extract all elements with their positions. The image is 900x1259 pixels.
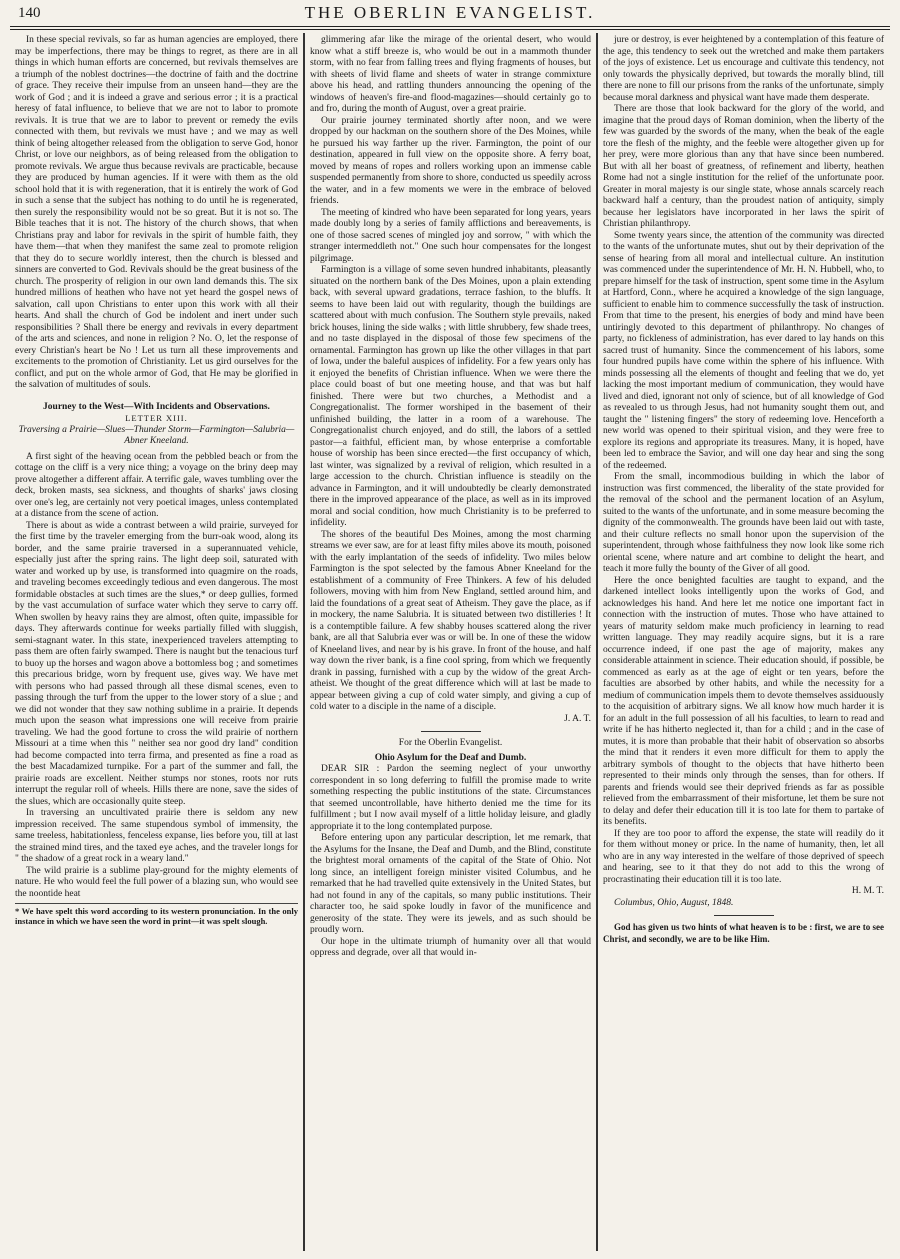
article-heading: Ohio Asylum for the Deaf and Dumb. bbox=[374, 752, 527, 763]
columns bbox=[10, 33, 890, 1251]
paragraph: Our hope in the ultimate triumph of humanity over all that would oppress and degrade, over all that would in- bbox=[310, 936, 591, 958]
article-heading: Journey to the West—With Incidents and Observations. bbox=[43, 401, 270, 412]
footnote: * We have spelt this word according to its western pronunciation. In the only instance in which we have seen the word in print—it was spelt slough. bbox=[15, 903, 298, 926]
header-rule bbox=[10, 29, 890, 30]
separator-rule bbox=[714, 915, 774, 916]
signature: J. A. T. bbox=[564, 713, 591, 724]
paragraph: Our prairie journey terminated shortly after noon, and we were dropped by our hackman on the southern shore of the Des Moines, while he pursued his way farther up the river. Farmington, the point of our destination, appeared in full view on the opposite shore. A ferry boat, moved by means of ropes and rollers working upon an immense cable suspended permanently from shore to shore, conducted us speedily across the water, and in a few moments we were in the embrace of beloved friends. bbox=[310, 115, 591, 206]
for-line: For the Oberlin Evangelist. bbox=[398, 738, 503, 748]
column-3 bbox=[596, 33, 889, 1251]
paragraph: The meeting of kindred who have been separated for long years, years made doubly long by a series of family afflictions and bereavements, is one of those sacred scenes of mingled joy and sorrow, " with which the stranger intermeddleth not." One such hour compensates for the longest pilgrimage. bbox=[310, 207, 591, 264]
paragraph: Some twenty years since, the attention of the community was directed to the wants of the unfortunate mutes, shut out by their deprivation of the sense of hearing from all moral and intellectual culture. An institution was commenced under the superintendence of Mr. H. N. Hubbell, who, to prepare himself for the task of instruction, spent some time in the Asylum at Hartford, Conn., where he acquired a knowledge of the sign language, sufficient to enable him to commence successfully the task of instruction. From that time to the present, his energies of body and mind have been untiringly devoted to this department of philanthropy. No changes of party, no fickleness of administration, has ever dared to lay hands on this sacred trust of humanity. Since the commencement of his labors, some four hundred pupils have come within the sphere of his influence. With minds possessing all the elements of thought and feeling that we do, yet lacking the most important medium of communication, they would have lived and died, ignorant not only of science, but of all knowledge of God as revealed to us through Jesus, had not humanity sought them out, and taught the " listening fingers" the story of redeeming love. Henceforth a new world was opened to their spiritual vision, and they were free to explore its regions and appropriate its treasures. Many, it is hoped, have been led to embrace the Savior, and will one day hear and sing the song of the redeemed. bbox=[603, 230, 884, 471]
paragraph: jure or destroy, is ever heightened by a contemplation of this feature of the age, this tendency to seek out the wretched and make them partakers of the joys of existence. Let us encourage and cultivate this tendency, not only towards the physically deprived, but towards the morally blind, till there are none to fill our prisons from the ranks of the unfortunate, simply because moral darkness and physical want have made them desperate. bbox=[603, 35, 884, 103]
paragraph: A first sight of the heaving ocean from the pebbled beach or from the cottage on the cliff is a very nice thing; a voyage on the briny deep may prove altogether a different affair. A terrific gale, waves tumbling over the deck, broken masts, sea sickness, and thoughts of sharks' jaws closing over one's leg, are certainly not very poetical images, unless contemplated at a distance from the scene of action. bbox=[15, 451, 298, 519]
paragraph: glimmering afar like the mirage of the oriental desert, who would know what a stiff breeze is, who would be out in a mammoth thunder storm, with no fear from falling trees and flying fragments of houses, but with sheets of livid flame and sheets of water in strange commixture above his head, and rattling thunders announcing the opening of the windows of heaven's fire-and flood-magazines—should certainly go to and fro, during the month of August, over a great prairie. bbox=[310, 35, 591, 114]
separator-rule bbox=[421, 731, 481, 732]
paragraph: Farmington is a village of some seven hundred inhabitants, pleasantly situated on the northern bank of the Des Moines, upon a plain extending back, with several upward gradations, terrace fashion, to the bluffs. It seems to have been laid out with regularity, though the buildings are scattered about with much confusion. The Southern style prevails, naked brick houses, lining the side walks ; with little shrubbery, few shade trees, and no taste displayed in the disposal of those few specimens of the ornamental. Farmington has grown up like the other villages in that part of Iowa, under the baleful auspices of infidelity. For a few years only has it enjoyed the benefits of Christian influence. When we were there the place could boast of but one meeting house, and that was but half finished. There were but two churches, a Methodist and a Congregationalist. The former worshiped in the basement of their unfinished building, the latter in a room of a warehouse. The Congregationalist church enjoyed, and do still, the labors of a settled pastor—a faithful, efficient man, by whose enterprise a comfortable house of worship has been since erected—the first occupancy of which, last winter, was signalized by a revival of religion, which resulted in a large accession to the church. Christian influence is steadily on the advance in Farmington, and it will undoubtedly be clearly demonstrated there in the improved appearance of the place, as well as in its improved moral and social condition, how much Christianity is to be preferred to infidelity. bbox=[310, 265, 591, 528]
masthead-title: THE OBERLIN EVANGELIST. bbox=[304, 3, 596, 22]
dateline: Columbus, Ohio, August, 1848. bbox=[614, 897, 734, 908]
paragraph: In these special revivals, so far as human agencies are employed, there may be imperfections, there may be things to regret, as there are in all things in which human efforts are concerned, but revivals themselves are a triumph of the noblest doctrines—the doctrine of faith and the doctrine of grace. They receive their impulse from an unseen hand—they are the work of God ; and it is indeed a grave and serious error ; it is a practical heresy of fatal influence, to believe that we are not to labor to promote revivals. It is true that we are to labor to prevent or remedy the evils connected with them, but revivals we must have ; and we may as well think of being altogether released from the obligation to serve God, honor Christ, or love our neighbors, as of being released from the obligation to promote revivals. We argue thus because revivals are practicable, because they are produced by human agencies. If it were with them as the old school hold that it is with regeneration, that it is entirely the work of God in such a sense that the subject has nothing to do until he is regenerated, then surely the responsibility would not be so great. But it is not so. The Bible teaches that it is not. The history of the church shows, that when Christians pray and labor for revivals in the spirit of humble faith, they have them—that when they manifest the same zeal to promote religion that they do to secure worldly interest, then the church is blessed and sinners are converted to God. Revivals should be the great business of the church. The prosperity of religion in our own land demands this. The six hundred millions of heathen who have not yet heard the gospel news of salvation, call upon Christians to enter upon this work with all their hearts. And shall the church of God be indolent and inert under such responsibilities ? Shall there be energy and revivals in every department of the arts and sciences, and none in religion ? No. O, let the response of every Christian's heart be No ! Let us turn all these improvements and excitements to the promotion of Christianity. Let us gird ourselves for the conflict, and put on the whole armor of God, that He may be glorified in the salvation of multitudes of souls. bbox=[15, 35, 298, 390]
paragraph: Before entering upon any particular description, let me remark, that the Asylums for the Insane, the Deaf and Dumb, and the Blind, constitute the brightest moral ornaments of the capital of the State of Ohio. Not long since, an intelligent foreign minister visited Columbus, and he remarked that he had travelled quite extensively in the United States, but had not found in any of the capitals, so many public institutions. Their character too, he said spoke loudly in favor of the munificence and generosity of the state. They were its jewels, and as such should be proudly worn. bbox=[310, 833, 591, 935]
signature: H. M. T. bbox=[851, 886, 884, 896]
column-2 bbox=[303, 33, 596, 1251]
paragraph: If they are too poor to afford the expense, the state will readily do it for them without money or price. In the name of humanity, then, let all who are in any way interested in the welfare of those deprived of speech and hearing, see to it that they do not add to this the wrong of procrastinating their education till it is too late. bbox=[603, 828, 884, 885]
paragraph: There is about as wide a contrast between a wild prairie, surveyed for the first time by the traveler emerging from the burr-oak wood, along its border, and the same prairie traversed in a superannuated vehicle, especially just after the spring rains. The light deep soil, saturated with water and worked up by use, is transformed into quagmire on the roads, and traveling becomes exceedingly tedious and even dangerous. The most formidable obstacles at such times are the slues,* or deep gullies, formed by the vast accumulation of surface water which they serve to carry off. When swollen by heavy rains they are almost, often quite, impassible for days. They afterwards continue for weeks partially filled with sluggish, semi-stagnant water. In this state, inexperienced travelers attempting to pass them are often fairly swamped. There is naught but the tenacious turf to buoy up the horses and wagon above a bottomless bog ; and sometimes this precarious bridge, worn by frequent use, gives way. We have met with persons who had passed through all these dismal scenes, even to passing through the turf from the upper to the lower story of a slue ; and we did not wonder that they saw nothing sublime in a prairie. It depends much upon the season what impressions one will receive from prairie traveling. We had the good fortune to cross the wild prairie of northern Missouri at a time when this " neither sea nor good dry land" condition had become compacted into terra firma, and presented as fine a road as the best Macadamized turnpike. For a part of the summer and fall, the prairie roads are excellent. Neither stumps nor stones, roots nor ruts interrupt the regular roll of wheels. Hills there are none, save the sides of the slues, which are occasionally quite steep. bbox=[15, 520, 298, 807]
paragraph: DEAR SIR : Pardon the seeming neglect of your unworthy correspondent in so long deferring to fulfill the promise made to write something respecting the public institutions of the state. Circumstances that seemed uncontrollable, have hitherto denied me the time for its fulfillment ; but I now avail myself of a little holiday leisure, and gladly appropriate it to the long contemplated purpose. bbox=[310, 764, 591, 832]
paragraph: The wild prairie is a sublime play-ground for the mighty elements of nature. He who would feel the full power of a blazing sun, who would see the noontide heat bbox=[15, 865, 298, 899]
paragraph: The shores of the beautiful Des Moines, among the most charming streams we ever saw, are for at least fifty miles above its mouth, poisoned with the early implantation of the seeds of infidelity. Two miles below Farmington is the spot selected by the famous Abner Kneeland for the establishment of a community of Free Thinkers. A few of his deluded followers, moving with him from New England, settled around him, and laid the foundations of a great seat of Atheism. They gave the place, as if in mockery, the name Salubria. It is situated between two distilleries ! It is a contemptible failure. A few shabby houses scattered along the river bank, are all that Salubria ever was or will be. In one of these the widow of Kneeland lives, and near by is his grave. In front of the house, and half way down the river bank, is a fine cool spring, from which we frequently drank in passing, furnished with a cup by the widow of the great Arch-atheist. We thought of the great difference which will at last be made to appear between giving a cup of cold water simply, and giving a cup of cold water to a disciple in the name of a disciple. bbox=[310, 529, 591, 712]
page-header bbox=[10, 0, 890, 27]
paragraph: Here the once benighted faculties are taught to expand, and the darkened intellect looks intelligently upon the works of God, and acknowledges his hand. And here let me notice one important fact in connection with the instruction of mutes. Those who have attained to years of maturity seldom make much proficiency in learning to read written language. They may readily acquire signs, but it is a rare occurrence indeed, if one past the age of majority, makes any considerable attainment in science. Their education should, if possible, be commenced as early as at the age of eight or ten years, before the faculties are absorbed by other habits, and while the necessity for a medium of communication impels them to devote themselves assiduously to the acquisition of arbitrary signs. We all know how much harder it is for an adult in the full possession of all his faculties, to learn to read and write if he has hitherto neglected it, than for a child ; and in the case of mutes, it is more than probable that their habit of observation so absorbs the mind that it renders it even more difficult for them to apply the arbitrary symbols of thought to the objects that have hitherto been represented to their minds only through the senses, than for others. If parents and friends would see their deprived friends as far as possible relieved from the embarrassment of their misfortune, let them be sure not to delay and defer their education till it is too late for them to partake of its benefits. bbox=[603, 575, 884, 827]
article-subtitle: Traversing a Prairie—Slues—Thunder Storm—Farmington—Salubria—Abner Kneeland. bbox=[18, 424, 295, 446]
closing-note: God has given us two hints of what heaven is to be : first, we are to see Christ, and secondly, we are to be like Him. bbox=[603, 922, 884, 944]
page-number: 140 bbox=[18, 5, 41, 21]
paragraph: There are those that look backward for the glory of the world, and imagine that the proud days of Roman dominion, when the liberty of the few was guarded by the swords of the many, when the beak of the eagle tore the flesh of the mighty, and the feeble were altogether given up for her prey, were more glorious than any that have since been numbered. But with all her boast of greatness, of refinement and liberty, heathen Rome had not a single institution for the relief of the unfortunate poor. Greater in moral majesty is our single state, whose annals scarcely reach backward half a century, than the proudest nation of antiquity, simply because her legislators have incorporated in her laws the spirit of Christian philanthropy. bbox=[603, 104, 884, 229]
column-1 bbox=[10, 33, 303, 1251]
paragraph: In traversing an uncultivated prairie there is seldom any new impression received. The same stupendous symbol of immensity, the same treeless, habitationless, fenceless expanse, lies before you, till at last the strained mind tires, and the taxed eye aches, and the traveler longs for " the shadow of a great rock in a weary land." bbox=[15, 808, 298, 864]
letter-number: LETTER XIII. bbox=[125, 413, 188, 423]
paragraph: From the small, incommodious building in which the labor of instruction was first commenced, the liberality of the state provided for the removal of the school and the permanent location of an Asylum, suited to the wants of the unfortunate, and in some measure becoming the dignity of the commonwealth. The grounds have been laid out with taste, and their culture reflects no small honor upon the supervision of the superintendent, through whose faithfulness they now look like some rich oriental scene, where nature and art combine to delight the heart, and teach it more fully the bounty of the Giver of all good. bbox=[603, 472, 884, 574]
